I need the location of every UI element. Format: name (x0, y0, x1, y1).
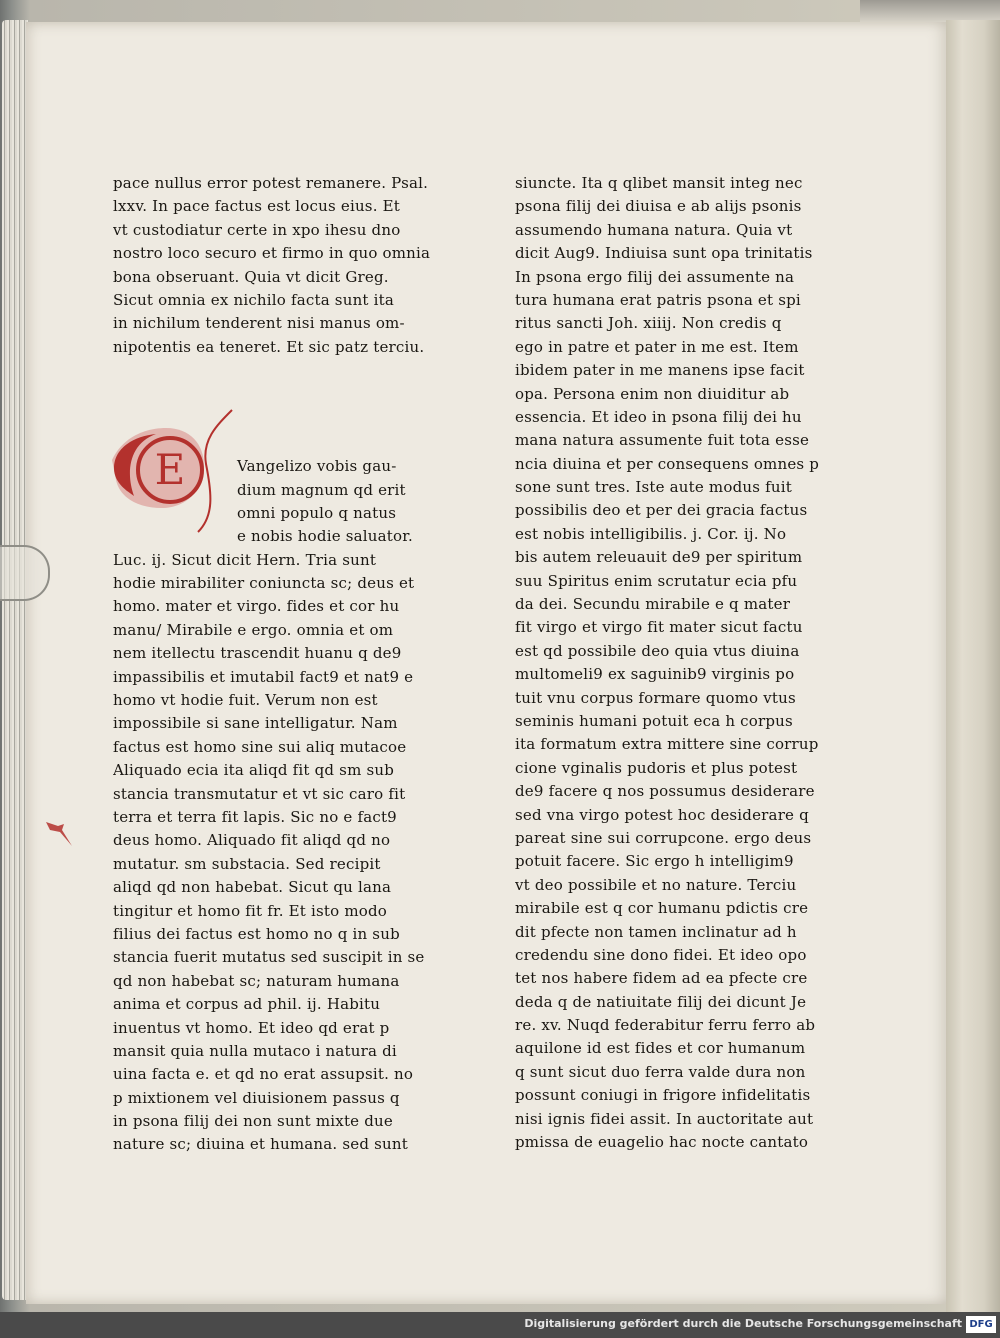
text-line: potuit facere. Sic ergo h intelligim9 (515, 852, 794, 871)
text-line: seminis humani potuit eca h corpus (515, 711, 793, 730)
text-line: tuit vnu corpus formare quomo vtus (515, 688, 796, 707)
text-line: mana natura assumente fuit tota esse (515, 431, 810, 450)
left-column-top-text (113, 172, 431, 359)
text-line: impossibile si sane intelligatur. Nam (113, 714, 398, 733)
text-line: nature sc; diuina et humana. sed sunt (113, 1135, 408, 1154)
text-line: fit virgo et virgo fit mater sicut factu (515, 618, 803, 637)
text-line: q sunt sicut duo ferra valde dura non (515, 1062, 806, 1081)
text-line: vt custodiatur certe in xpo ihesu dno (113, 220, 401, 239)
illuminated-initial (104, 408, 236, 534)
text-line: aquilone id est fides et cor humanum (515, 1039, 806, 1058)
book-page-edges-left (2, 20, 28, 1300)
text-line: siuncte. Ita q qlibet mansit integ nec (515, 174, 803, 192)
text-line: tura humana erat patris psona et spi (515, 290, 801, 309)
text-line: nem itellectu trascendit huanu q de9 (113, 644, 402, 663)
text-line: lxxv. In pace factus est locus eius. Et (113, 197, 401, 216)
book-page-edges-right (946, 20, 1000, 1312)
text-line: possibilis deo et per dei gracia factus (515, 501, 808, 520)
text-line: multomeli9 ex saguinib9 virginis po (515, 665, 795, 684)
text-line: mansit quia nulla mutaco i natura di (113, 1041, 397, 1060)
text-line: homo vt hodie fuit. Verum non est (113, 691, 378, 710)
text-line: In psona ergo filij dei assumente na (515, 267, 795, 286)
text-line: hodie mirabiliter coniuncta sc; deus et (113, 574, 415, 593)
text-line: ibidem pater in me manens ipse facit (515, 361, 805, 380)
text-line: manu/ Mirabile e ergo. omnia et om (113, 620, 394, 639)
text-line: in nichilum tenderent nisi manus om- (113, 314, 405, 333)
left-column-main-text (113, 455, 431, 1157)
text-line: aliqd qd non habebat. Sicut qu lana (113, 878, 392, 897)
text-line: factus est homo sine sui aliq mutacoe (113, 737, 407, 756)
text-line: cione vginalis pudoris et plus potest (515, 758, 798, 777)
text-line: p mixtionem vel diuisionem passus q (113, 1088, 400, 1107)
text-line: credendu sine dono fidei. Et ideo opo (515, 945, 807, 964)
text-line: omni populo q natus (237, 503, 397, 522)
text-line: Vangelizo vobis gau- (237, 457, 397, 476)
book-top-edge (860, 0, 1000, 22)
text-line: sed vna virgo potest hoc desiderare q (515, 805, 809, 824)
text-line: deus homo. Aliquado fit aliqd qd no (113, 831, 391, 850)
initial-letter: E (154, 445, 186, 494)
text-line: Aliquado ecia ita aliqd fit qd sm sub (113, 761, 395, 780)
text-line: uina facta e. et qd no erat assupsit. no (113, 1065, 414, 1084)
text-line: qd non habebat sc; naturam humana (113, 971, 400, 990)
text-line: pace nullus error potest remanere. Psal. (113, 174, 429, 192)
red-ink-blot (42, 812, 82, 852)
text-line: re. xv. Nuqd federabitur ferru ferro ab (515, 1016, 816, 1035)
text-line: anima et corpus ad phil. ij. Habitu (113, 995, 381, 1014)
text-line: est qd possibile deo quia vtus diuina (515, 641, 800, 660)
text-line: deda q de natiuitate filij dei dicunt Je (515, 992, 807, 1011)
text-line: inuentus vt homo. Et ideo qd erat p (113, 1018, 390, 1037)
text-line: tingitur et homo fit fr. Et isto modo (113, 901, 388, 920)
text-line: est nobis intelligibilis. j. Cor. ij. No (515, 524, 787, 543)
text-line: filius dei factus est homo no q in sub (113, 924, 400, 943)
text-line: pareat sine sui corrupcone. ergo deus (515, 828, 812, 847)
footer-bar (0, 1312, 1000, 1338)
text-line: dium magnum qd erit (237, 480, 406, 499)
text-line: mirabile est q cor humanu pdictis cre (515, 899, 809, 918)
text-line: stancia transmutatur et vt sic caro fit (113, 784, 406, 803)
text-line: dicit Aug9. Indiuisa sunt opa trinitatis (515, 244, 813, 263)
text-line: da dei. Secundu mirabile e q mater (515, 595, 791, 614)
text-line: ita formatum extra mittere sine corrup (515, 735, 819, 754)
text-line: mutatur. sm substacia. Sed recipit (113, 854, 381, 873)
text-line: assumendo humana natura. Quia vt (515, 220, 793, 239)
text-line: Luc. ij. Sicut dicit Hern. Tria sunt (113, 550, 377, 569)
left-column (113, 172, 431, 1157)
text-line: psona filij dei diuisa e ab alijs psonis (515, 197, 802, 216)
text-line: essencia. Et ideo in psona filij dei hu (515, 407, 802, 426)
text-line: terra et terra fit lapis. Sic no e fact9 (113, 807, 397, 826)
text-line: nipotentis ea teneret. Et sic patz terciu. (113, 337, 425, 356)
text-line: nostro loco securo et firmo in quo omnia (113, 244, 431, 263)
text-line: dit pfecte non tamen inclinatur ad h (515, 922, 797, 941)
text-line: possunt coniugi in frigore infidelitatis (515, 1086, 811, 1105)
text-line: sone sunt tres. Iste aute modus fuit (515, 478, 792, 497)
text-line: ritus sancti Joh. xiiij. Non credis q (515, 314, 782, 333)
text-line: bona obseruant. Quia vt dicit Greg. (113, 267, 389, 286)
clasp-strap (0, 545, 50, 601)
text-line: stancia fuerit mutatus sed suscipit in se (113, 948, 425, 967)
text-line: Sicut omnia ex nichilo facta sunt ita (113, 290, 394, 309)
text-line: nisi ignis fidei assit. In auctoritate aut (515, 1109, 814, 1128)
text-line: de9 facere q nos possumus desiderare (515, 782, 815, 801)
text-line: in psona filij dei non sunt mixte due (113, 1112, 393, 1131)
text-line: vt deo possibile et no nature. Terciu (515, 875, 797, 894)
text-line: homo. mater et virgo. fides et cor hu (113, 597, 400, 616)
right-column (515, 172, 825, 1154)
footer-credit: Digitalisierung gefördert durch die Deutsche Forschungsgemeinschaft (524, 1317, 962, 1330)
text-line: pmissa de euagelio hac nocte cantato (515, 1133, 809, 1152)
right-column-text (515, 172, 825, 1154)
text-line: e nobis hodie saluator. (237, 527, 413, 546)
text-line: opa. Persona enim non diuiditur ab (515, 384, 790, 403)
text-line: impassibilis et imutabil fact9 et nat9 e (113, 667, 414, 686)
dfg-logo: DFG (966, 1316, 996, 1333)
text-line: suu Spiritus enim scrutatur ecia pfu (515, 571, 798, 590)
text-line: tet nos habere fidem ad ea pfecte cre (515, 969, 808, 988)
text-line: bis autem releuauit de9 per spiritum (515, 548, 803, 567)
text-line: ego in patre et pater in me est. Item (515, 337, 799, 356)
text-line: ncia diuina et per consequens omnes p (515, 454, 820, 473)
